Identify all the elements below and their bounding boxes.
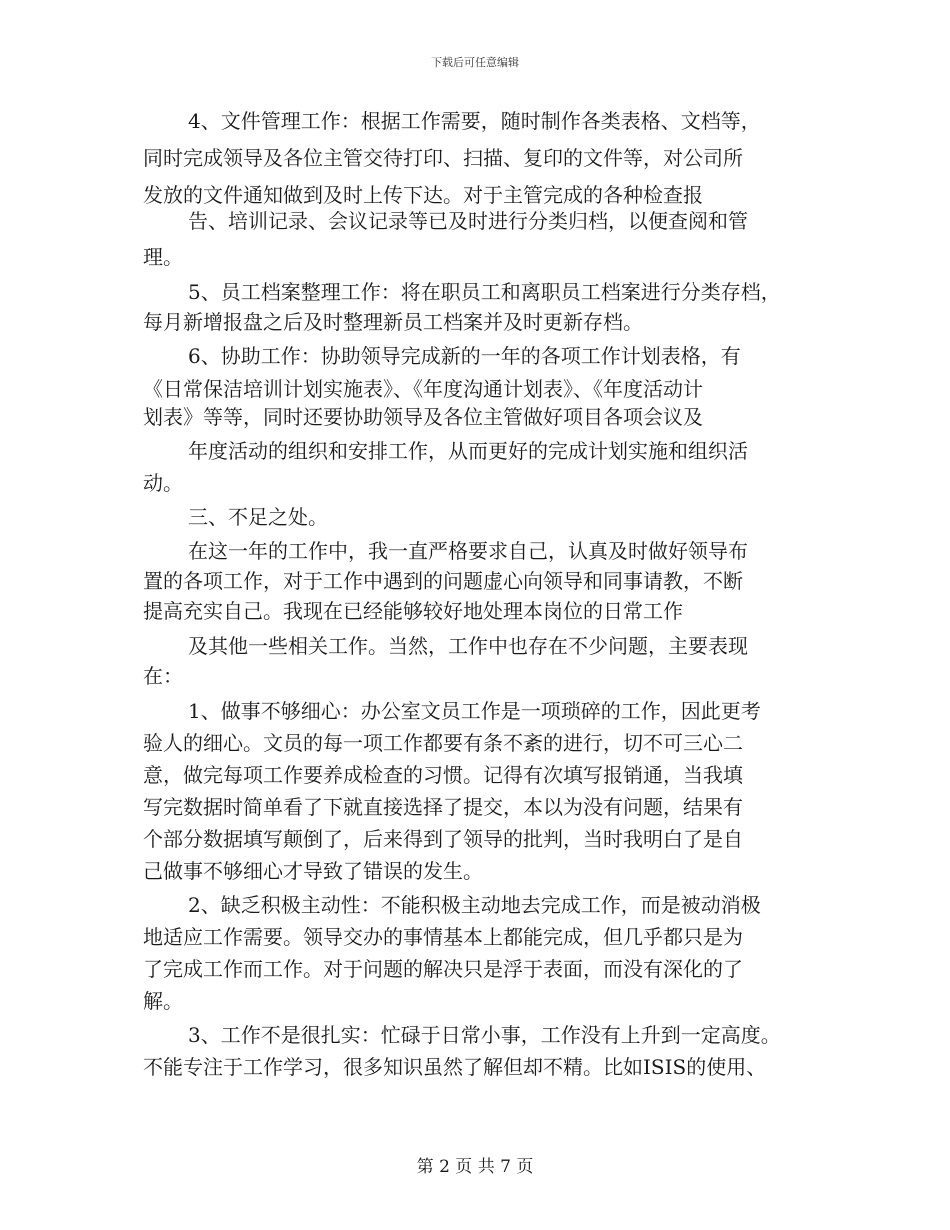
body-line: 动。 (143, 471, 183, 495)
body-line: 个部分数据填写颠倒了，后来得到了领导的批判，当时我明白了是自 (143, 827, 743, 851)
body-line: 写完数据时简单看了下就直接选择了提交，本以为没有问题，结果有 (143, 795, 743, 819)
body-line: 1、做事不够细心：办公室文员工作是一项琐碎的工作，因此更考 (188, 699, 761, 723)
body-line: 《日常保洁培训计划实施表》、《年度沟通计划表》、《年度活动计 (143, 377, 703, 401)
body-line: 年度活动的组织和安排工作，从而更好的完成计划实施和组织活 (188, 439, 748, 463)
body-line: 划表》等等，同时还要协助领导及各位主管做好项目各项会议及 (143, 405, 703, 429)
body-line: 在这一年的工作中，我一直严格要求自己，认真及时做好领导布 (188, 539, 748, 563)
body-line: 及其他一些相关工作。当然，工作中也存在不少问题，主要表现 (188, 634, 748, 658)
body-line: 提高充实自己。我现在已经能够较好地处理本岗位的日常工作 (143, 599, 683, 623)
body-line: 6、协助工作：协助领导完成新的一年的各项工作计划表格，有 (188, 344, 741, 368)
body-line: 理。 (143, 245, 183, 269)
body-line: 意，做完每项工作要养成检查的习惯。记得有次填写报销通，当我填 (143, 763, 743, 787)
page-header: 下载后可任意编辑 (431, 56, 519, 69)
body-line: 了完成工作而工作。对于问题的解决只是浮于表面，而没有深化的了 (143, 957, 743, 981)
page-footer: 第 2 页 共 7 页 (416, 1157, 534, 1177)
body-line: 不能专注于工作学习，很多知识虽然了解但却不精。比如ISIS的使用、 (143, 1055, 767, 1079)
body-line: 同时完成领导及各位主管交待打印、扫描、复印的文件等，对公司所 (143, 146, 743, 170)
body-line: 3、工作不是很扎实：忙碌于日常小事，工作没有上升到一定高度。 (188, 1023, 781, 1047)
body-line: 三、不足之处。 (188, 505, 328, 529)
body-line: 4、文件管理工作：根据工作需要，随时制作各类表格、文档等， (188, 109, 761, 133)
body-line: 地适应工作需要。领导交办的事情基本上都能完成，但几乎都只是为 (143, 925, 743, 949)
body-line: 己做事不够细心才导致了错误的发生。 (143, 859, 483, 883)
body-line: 发放的文件通知做到及时上传下达。对于主管完成的各种检查报 (143, 183, 703, 207)
body-line: 2、缺乏积极主动性：不能积极主动地去完成工作，而是被动消极 (188, 893, 761, 917)
body-line: 解。 (143, 989, 183, 1013)
body-line: 置的各项工作，对于工作中遇到的问题虚心向领导和同事请教，不断 (143, 569, 743, 593)
body-line: 每月新增报盘之后及时整理新员工档案并及时更新存档。 (143, 310, 643, 334)
body-line: 验人的细心。文员的每一项工作都要有条不紊的进行，切不可三心二 (143, 731, 743, 755)
body-line: 告、培训记录、会议记录等已及时进行分类归档，以便查阅和管 (188, 209, 748, 233)
body-line: 5、员工档案整理工作：将在职员工和离职员工档案进行分类存档， (188, 280, 781, 304)
body-line: 在： (143, 664, 183, 688)
